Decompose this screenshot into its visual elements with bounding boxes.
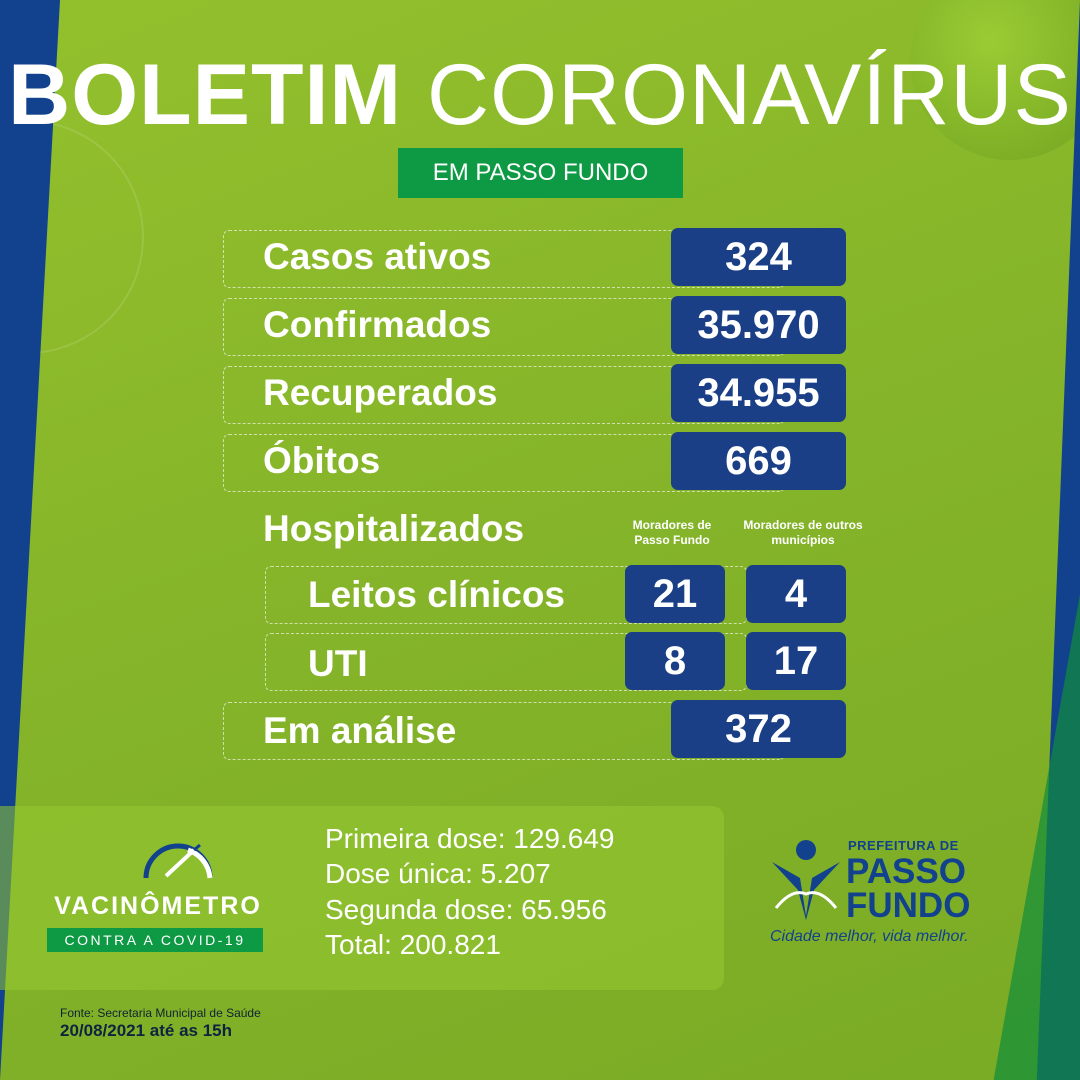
- em-analise-label: Em análise: [263, 710, 457, 751]
- source-text: Fonte: Secretaria Municipal de Saúde: [60, 1006, 261, 1020]
- uti-outros-value: 17: [746, 632, 846, 690]
- recuperados-value: 34.955: [671, 364, 846, 422]
- col-head-outros-municipios: Moradores de outros municípios: [743, 518, 863, 547]
- dose-unica: Dose única: 5.207: [325, 858, 551, 889]
- dose-segunda: Segunda dose: 65.956: [325, 894, 607, 925]
- confirmados-label: Confirmados: [263, 304, 492, 345]
- logo-passo-text: PASSO: [846, 852, 966, 891]
- obitos-label: Óbitos: [263, 440, 381, 481]
- title-light: CORONAVÍRUS: [426, 47, 1072, 143]
- logo-fundo-text: FUNDO: [846, 886, 971, 925]
- logo-prefeitura-text: PREFEITURA DE: [848, 838, 959, 853]
- page-title: [0, 47, 1080, 143]
- vacinometro-subtitle: CONTRA A COVID-19: [47, 928, 263, 952]
- dose-primeira: Primeira dose: 129.649: [325, 823, 615, 854]
- leitos-clinicos-label: Leitos clínicos: [308, 574, 566, 615]
- recuperados-label: Recuperados: [263, 372, 498, 413]
- title-bold: BOLETIM: [8, 47, 403, 143]
- uti-passo-fundo-value: 8: [625, 632, 725, 690]
- uti-label: UTI: [308, 643, 368, 684]
- gauge-icon: [138, 836, 218, 886]
- location-badge: EM PASSO FUNDO: [398, 148, 683, 198]
- casos-ativos-value: 324: [671, 228, 846, 286]
- leitos-passo-fundo-value: 21: [625, 565, 725, 623]
- hospitalizados-label: Hospitalizados: [263, 508, 525, 549]
- vacinometro-title: VACINÔMETRO: [54, 892, 262, 920]
- leitos-outros-value: 4: [746, 565, 846, 623]
- date-text: 20/08/2021 até as 15h: [60, 1021, 233, 1040]
- col-head-passo-fundo: Moradores de Passo Fundo: [632, 518, 712, 547]
- casos-ativos-label: Casos ativos: [263, 236, 492, 277]
- em-analise-value: 372: [671, 700, 846, 758]
- confirmados-value: 35.970: [671, 296, 846, 354]
- dose-total: Total: 200.821: [325, 929, 501, 960]
- prefeitura-logo-icon: [770, 838, 842, 920]
- logo-tagline: Cidade melhor, vida melhor.: [770, 928, 969, 945]
- obitos-value: 669: [671, 432, 846, 490]
